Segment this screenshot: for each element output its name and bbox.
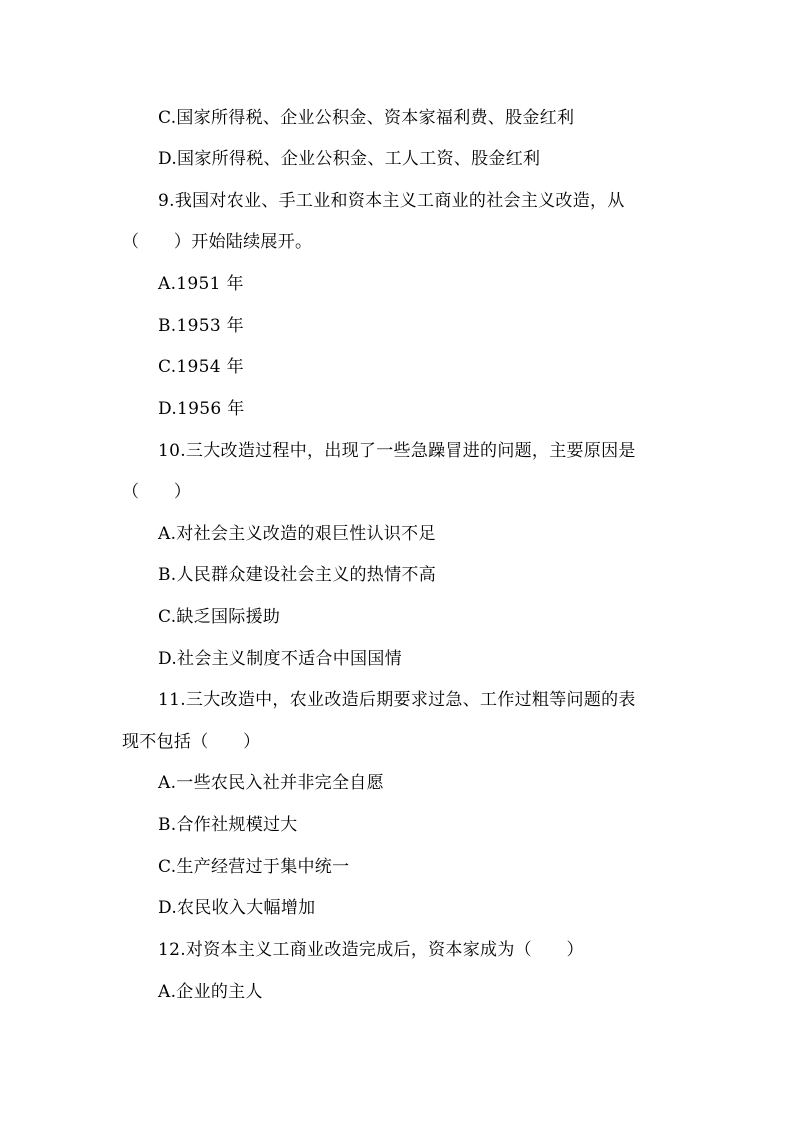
- q11-stem: 11.三大改造中，农业改造后期要求过急、工作过粗等问题的表: [158, 690, 636, 710]
- q8-option-c: C.国家所得税、企业公积金、资本家福利费、股金红利: [158, 108, 575, 128]
- q9-stem-continued: （ ）开始陆续展开。: [122, 232, 313, 252]
- q9-option-a: A.1951 年: [158, 274, 244, 294]
- q11-stem-continued: 现不包括（ ）: [122, 732, 261, 752]
- q12-stem: 12.对资本主义工商业改造完成后，资本家成为（ ）: [158, 940, 584, 960]
- q11-option-a: A.一些农民入社并非完全自愿: [158, 773, 384, 793]
- q10-stem: 10.三大改造过程中，出现了一些急躁冒进的问题，主要原因是: [158, 441, 636, 461]
- q12-option-a: A.企业的主人: [158, 982, 263, 1002]
- q9-option-c: C.1954 年: [158, 357, 244, 377]
- q10-option-d: D.社会主义制度不适合中国国情: [158, 649, 402, 669]
- q9-stem: 9.我国对农业、手工业和资本主义工商业的社会主义改造，从: [158, 191, 625, 211]
- q10-stem-continued: （ ）: [122, 482, 192, 502]
- q10-option-a: A.对社会主义改造的艰巨性认识不足: [158, 524, 436, 544]
- q11-option-d: D.农民收入大幅增加: [158, 898, 316, 918]
- q10-option-b: B.人民群众建设社会主义的热情不高: [158, 565, 436, 585]
- q11-option-b: B.合作社规模过大: [158, 815, 298, 835]
- q9-option-d: D.1956 年: [158, 399, 245, 419]
- q10-option-c: C.缺乏国际援助: [158, 607, 281, 627]
- q9-option-b: B.1953 年: [158, 316, 244, 336]
- q11-option-c: C.生产经营过于集中统一: [158, 857, 350, 877]
- q8-option-d: D.国家所得税、企业公积金、工人工资、股金红利: [158, 149, 541, 169]
